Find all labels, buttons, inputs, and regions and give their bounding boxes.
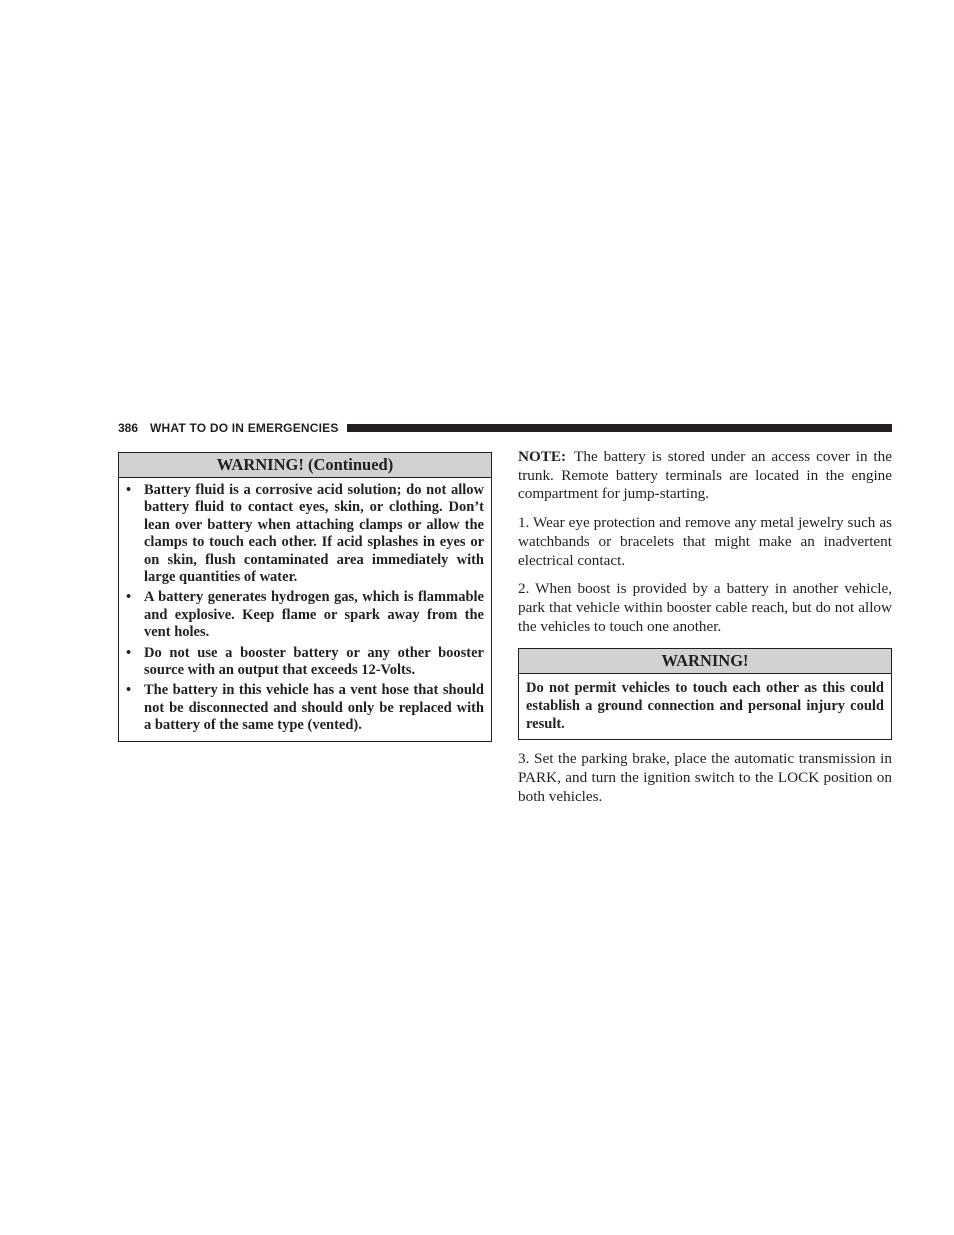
warning-box [518, 648, 892, 740]
step-3: 3. Set the parking brake, place the automatic transmission in PARK, and turn the ignition switch to the LOCK position on both vehicles. [518, 750, 892, 805]
warning-list-item [126, 589, 484, 641]
warning-list-item [126, 645, 484, 680]
page-number: 386 [118, 421, 139, 435]
section-title: WHAT TO DO IN EMERGENCIES [150, 421, 339, 435]
warning-item-text: Battery fluid is a corrosive acid solution; do not allow battery fluid to contact eyes, skin, or clothing. Don’t lean over battery when attaching clamps or allow the clamps to touch each other. If acid splashes in eyes or on skin, flush contaminated area immediately with large quantities of water. [144, 482, 484, 586]
warning-continued-title: WARNING! (Continued) [119, 453, 491, 478]
right-column [518, 448, 892, 816]
warning-item-text: The battery in this vehicle has a vent hose that should not be disconnected and should only be replaced with a battery of the same type (vented). [144, 682, 484, 734]
warning-list-item [126, 682, 484, 734]
bullet-icon: • [126, 644, 132, 661]
warning-list-item [126, 482, 484, 586]
note-text: The battery is stored under an access cover in the trunk. Remote battery terminals are located in the engine compartment for jump-starting. [518, 448, 892, 503]
left-column [118, 452, 492, 742]
header-rule [347, 424, 892, 432]
note-paragraph [518, 448, 892, 504]
warning-list [119, 478, 491, 741]
note-label: NOTE: [518, 448, 567, 465]
warning-item-text: Do not use a booster battery or any other booster source with an output that exceeds 12-Volts. [144, 644, 484, 679]
step-2: 2. When boost is provided by a battery in another vehicle, park that vehicle within booster cable reach, but do not allow the vehicles to touch one another. [518, 580, 892, 635]
warning-title: WARNING! [519, 649, 891, 674]
warning-text: Do not permit vehicles to touch each other as this could establish a ground connection and personal injury could result. [526, 680, 884, 732]
page-header [118, 420, 892, 436]
warning-continued-box [118, 452, 492, 742]
warning-item-text: A battery generates hydrogen gas, which is flammable and explosive. Keep flame or spark away from the vent holes. [144, 589, 484, 641]
step-1: 1. Wear eye protection and remove any metal jewelry such as watchbands or bracelets that might make an inadvertent electrical contact. [518, 514, 892, 569]
bullet-icon: • [126, 682, 132, 699]
bullet-icon: • [126, 482, 132, 498]
bullet-icon: • [126, 589, 132, 606]
